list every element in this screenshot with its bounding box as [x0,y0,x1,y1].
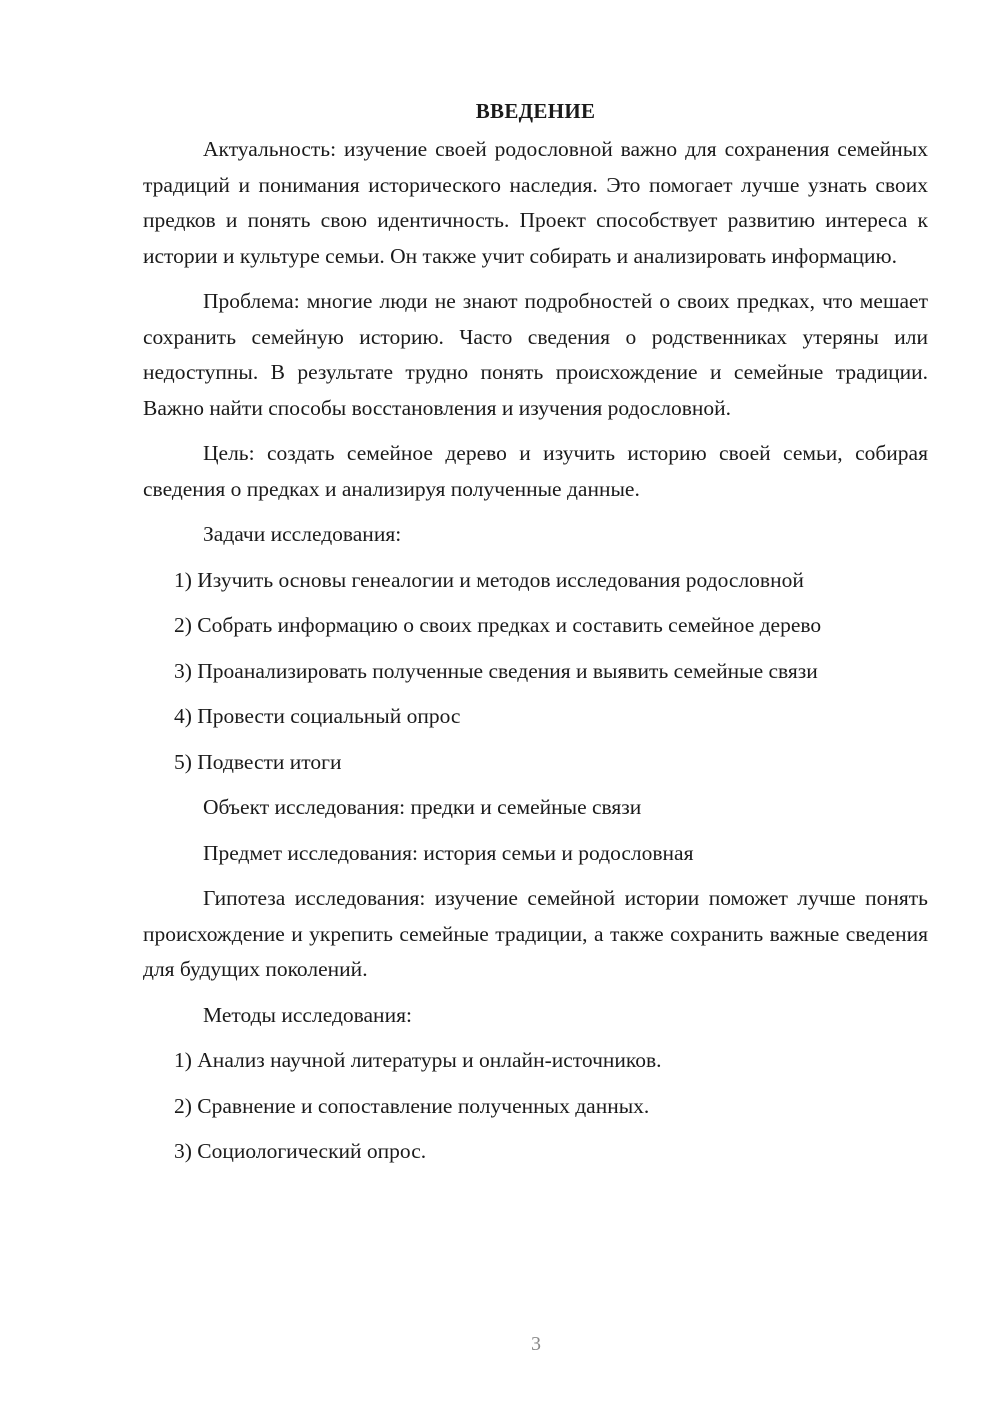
list-item: 2) Сравнение и сопоставление полученных данных. [174,1093,650,1118]
page-number: 3 [531,1333,541,1355]
problem-paragraph: Проблема: многие люди не знают подробностей о своих предках, что мешает сохранить семейную историю. Часто сведения о родственниках утеряны или недоступны. В результате трудно понять происхождение и семейные традиции. Важно найти способы восстановления и изучения родословной. [143,289,928,420]
goal-paragraph: Цель: создать семейное дерево и изучить историю своей семьи, собирая сведения о предках и анализируя полученные данные. [143,441,928,501]
list-item: 1) Анализ научной литературы и онлайн-источников. [174,1048,662,1072]
relevance-paragraph: Актуальность: изучение своей родословной важно для сохранения семейных традиций и понимания исторического наследия. Это помогает лучше узнать своих предков и понять свою идентичность. Проект способствует развитию интереса к истории и культуре семьи. Он также учит собирать и анализировать информацию. [143,137,928,268]
methods-heading: Методы исследования: [203,1002,412,1027]
list-item: 3) Социологический опрос. [174,1139,427,1163]
section-title: ВВЕДЕНИЕ [475,99,596,123]
subject-line: Предмет исследования: история семьи и родословная [203,840,694,865]
tasks-heading: Задачи исследования: [203,522,402,546]
list-item: 4) Провести социальный опрос [174,704,461,728]
list-item: 3) Проанализировать полученные сведения и выявить семейные связи [174,658,818,683]
document-page [143,96,928,1180]
tasks-list [143,563,928,781]
methods-list [143,1043,928,1170]
list-item: 5) Подвести итоги [174,749,342,774]
list-item: 2) Собрать информацию о своих предках и составить семейное дерево [174,613,822,637]
list-item: 1) Изучить основы генеалогии и методов исследования родословной [174,567,804,592]
object-line: Объект исследования: предки и семейные связи [203,795,642,819]
hypothesis-paragraph: Гипотеза исследования: изучение семейной истории поможет лучше понять происхождение и укрепить семейные традиции, а также сохранить важные сведения для будущих поколений. [143,886,928,981]
